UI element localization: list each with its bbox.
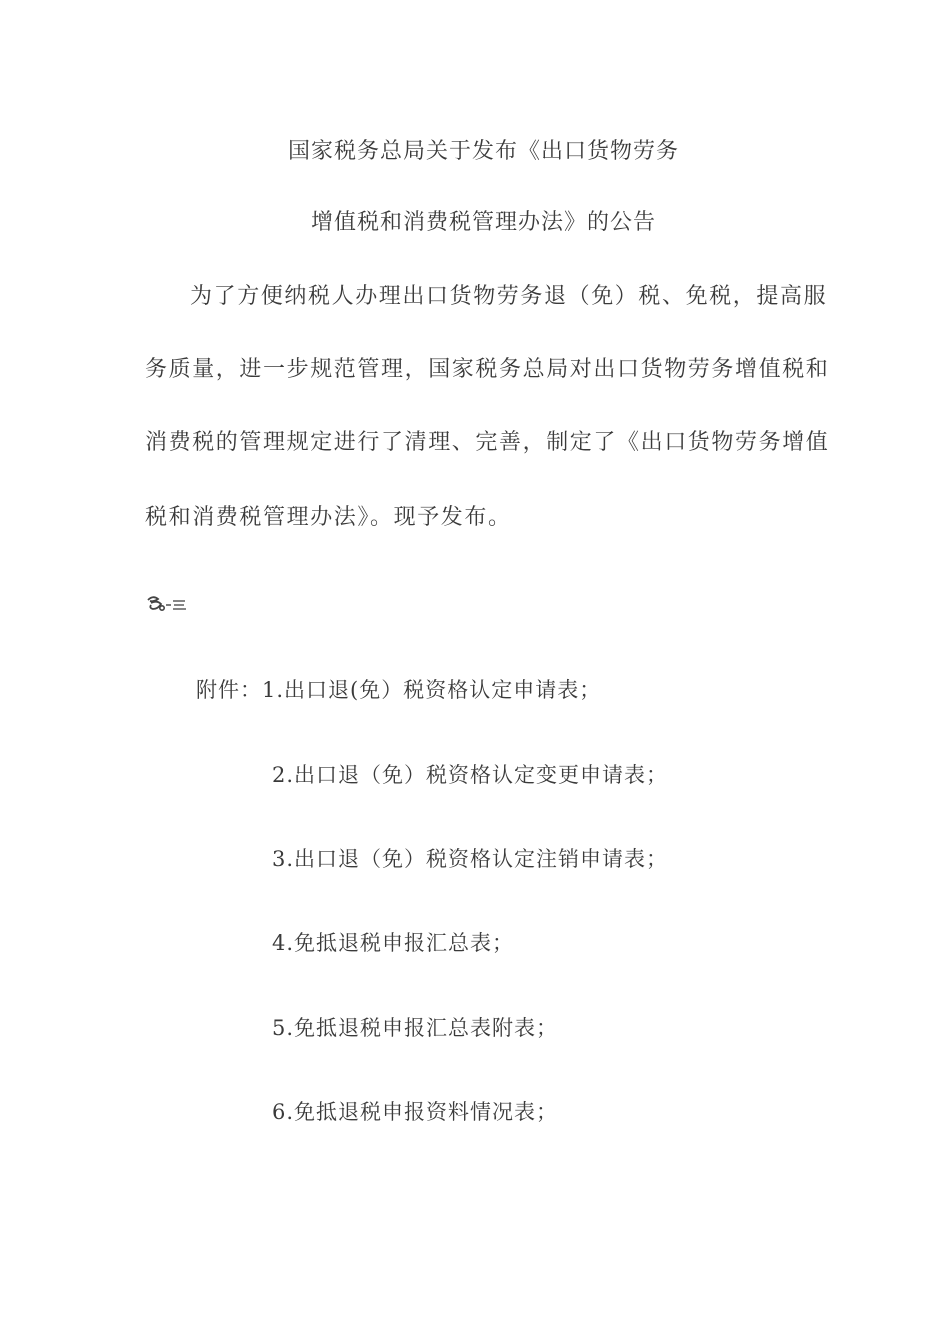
garbled-glyph-mark bbox=[145, 594, 191, 614]
attachment-item-3: 3.出口退（免）税资格认定注销申请表； bbox=[272, 847, 669, 871]
body-line-3: 消费税的管理规定进行了清理、完善，制定了《出口货物劳务增值 bbox=[145, 430, 830, 455]
attachment-item-6: 6.免抵退税申报资料情况表； bbox=[272, 1100, 559, 1124]
document-title-line-1: 国家税务总局关于发布《出口货物劳务 bbox=[288, 139, 680, 164]
attachment-item-5: 5.免抵退税申报汇总表附表； bbox=[272, 1016, 559, 1040]
attachment-item-2: 2.出口退（免）税资格认定变更申请表； bbox=[272, 763, 669, 787]
attachment-item-1: 附件：1.出口退(免）税资格认定申请表； bbox=[196, 678, 602, 702]
document-title-line-2: 增值税和消费税管理办法》的公告 bbox=[311, 210, 657, 235]
body-line-2: 务质量，进一步规范管理，国家税务总局对出口货物劳务增值税和 bbox=[145, 357, 830, 382]
body-line-4: 税和消费税管理办法》。现予发布。 bbox=[145, 505, 512, 530]
attachment-item-4: 4.免抵退税申报汇总表； bbox=[272, 931, 515, 955]
body-line-1: 为了方便纳税人办理出口货物劳务退（免）税、免税，提高服 bbox=[190, 284, 828, 309]
